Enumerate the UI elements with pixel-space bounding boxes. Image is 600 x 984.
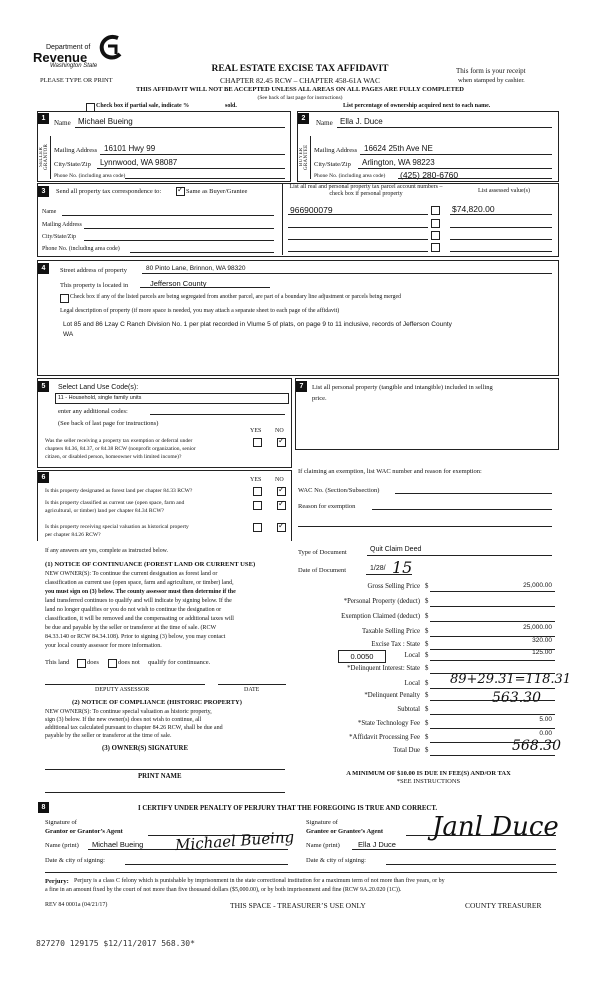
tax-dollar: $ — [425, 706, 429, 713]
parcel-number[interactable]: 966900079 — [290, 205, 333, 215]
legal-label: Legal description of property (if more space is needed, you may attach a separate sheet to each page of the affidavit) — [60, 308, 340, 314]
s3-name-label: Name — [42, 209, 57, 215]
assessed-line-2 — [450, 227, 552, 228]
this-land-label: This land — [45, 659, 70, 666]
same-as-buyer-checkbox[interactable] — [176, 187, 185, 196]
excise-tax-local[interactable]: 125.00 — [532, 649, 552, 656]
section-2-number: 2 — [298, 113, 309, 124]
tax-row-label: *Delinquent Penalty — [364, 692, 420, 699]
personal-property-checkbox-3[interactable] — [431, 231, 440, 240]
parcel-line-3 — [288, 239, 428, 240]
local-rate-box[interactable]: 0.0050 — [338, 650, 386, 663]
legal-desc-1[interactable]: Lot 85 and 86 Lzay C Ranch Division No. 1 per plat recorded in Vlume 5 of plats, on page 9 to 11 inclusive, records of Jefferson County — [63, 321, 452, 328]
grantee-name-line — [352, 849, 556, 850]
notice1-title: (1) NOTICE OF CONTINUANCE (FOREST LAND OR CURRENT USE) — [45, 561, 256, 568]
s6-q3-b: per chapter 84.26 RCW? — [45, 532, 101, 538]
s3-city-label: City/State/Zip — [42, 234, 76, 240]
tax-row-label: *State Technology Fee — [357, 720, 420, 727]
section-8-number: 8 — [38, 802, 49, 813]
s6-q2-no-checkbox[interactable] — [277, 501, 286, 510]
doc-date[interactable]: 1/28/ — [370, 565, 386, 572]
tax-row-label: Subtotal — [397, 706, 420, 713]
land-does-label: does — [87, 659, 99, 666]
deputy-assessor-line — [45, 684, 205, 685]
print-name-line — [45, 792, 285, 793]
pct-note: List percentage of ownership acquired next to each name. — [343, 103, 491, 109]
tax-row-line — [430, 755, 555, 756]
see-instructions: *SEE INSTRUCTIONS — [396, 778, 461, 785]
grantee-signature-handwritten: Janl Duce — [432, 812, 559, 842]
section-4-number: 4 — [38, 263, 49, 274]
delinquent-local-handwritten: 89+29.31=118.31 — [450, 672, 572, 687]
personal-property-checkbox-1[interactable] — [431, 206, 440, 215]
tax-row-line — [430, 621, 555, 622]
s5-q1-no-checkbox[interactable] — [277, 438, 286, 447]
tax-row-label: Gross Selling Price — [367, 583, 420, 590]
assessor-date-label: DATE — [244, 687, 260, 693]
form-number: REV 84 0001a (04/21/17) — [45, 902, 108, 908]
s3-phone-line — [130, 252, 274, 253]
dept-line1: Department of — [46, 44, 91, 51]
grantor-name-print-label: Name (print) — [45, 842, 79, 849]
s6-q3-yes-checkbox[interactable] — [253, 523, 262, 532]
form-title: REAL ESTATE EXCISE TAX AFFIDAVIT — [211, 64, 389, 74]
buyer-phone[interactable]: (425) 280-6760 — [400, 170, 459, 180]
street-line — [142, 273, 552, 274]
s6-q3-no-checkbox[interactable] — [277, 523, 286, 532]
please-type: PLEASE TYPE OR PRINT — [40, 77, 113, 84]
seller-phone-line — [125, 178, 285, 179]
buyer-address-label: Mailing Address — [314, 147, 358, 154]
qualify-label: qualify for continuance. — [148, 659, 211, 666]
notice1-line: classification as current use (open space, farm and agriculture, or timber) land, — [45, 580, 234, 586]
county[interactable]: Jefferson County — [150, 279, 207, 288]
additional-codes-label: enter any additional codes: — [58, 408, 128, 415]
assessed-line-4 — [450, 251, 552, 252]
buyer-address[interactable]: 16624 25th Ave NE — [364, 144, 433, 153]
tax-row-label: *Affidavit Processing Fee — [349, 734, 420, 741]
section-3-number: 3 — [38, 186, 49, 197]
section-5-number: 5 — [38, 381, 49, 392]
grantor-agent-label: Grantor or Grantor’s Agent — [45, 828, 123, 835]
tax-row-label: Exemption Claimed (deduct) — [341, 613, 420, 620]
land-use-select[interactable]: 11 - Household, single family units — [55, 393, 289, 404]
notice2-line: payable by the seller or transferor at the time of sale. — [45, 733, 172, 739]
dor-logo-mark-icon — [98, 34, 124, 62]
partial-sale-sold: sold. — [225, 103, 237, 109]
grantor-print-name[interactable]: Michael Bueing — [92, 840, 144, 849]
grantee-sig-of: Signature of — [306, 819, 338, 826]
grantee-agent-label: Grantee or Grantee’s Agent — [306, 828, 384, 835]
affidavit-processing-fee[interactable]: 0.00 — [539, 730, 552, 737]
tax-dollar: $ — [425, 641, 429, 648]
doc-date-line — [366, 574, 412, 575]
personal-property-checkbox-2[interactable] — [431, 219, 440, 228]
doc-date-handwritten: 15 — [392, 558, 413, 577]
form-chapter: CHAPTER 82.45 RCW – CHAPTER 458-61A WAC — [220, 76, 380, 85]
s3-address-label: Mailing Address — [42, 222, 82, 228]
land-does-not-label: does not — [118, 659, 140, 666]
certify-statement: I CERTIFY UNDER PENALTY OF PERJURY THAT THE FOREGOING IS TRUE AND CORRECT. — [138, 805, 438, 812]
tax-dollar: $ — [425, 734, 429, 741]
buyer-side-label: BUYER GRANTEE — [299, 144, 309, 170]
s3-name-line — [62, 215, 274, 216]
dept-line2: Revenue — [33, 50, 88, 65]
grantor-date-city-label: Date & city of signing: — [45, 857, 105, 864]
notice2-title: (2) NOTICE OF COMPLIANCE (HISTORIC PROPERTY) — [72, 699, 242, 706]
reason-line-2 — [298, 526, 552, 527]
segregated-checkbox[interactable] — [60, 294, 69, 303]
seller-name-line — [75, 127, 285, 128]
section-1-number: 1 — [38, 113, 49, 124]
s3-phone-label: Phone No. (including area code) — [42, 246, 120, 252]
s5-q1-a: Was the seller receiving a property tax exemption or deferral under — [45, 438, 193, 444]
seller-name[interactable]: Michael Bueing — [78, 117, 133, 126]
seller-address-label: Mailing Address — [54, 147, 98, 154]
perjury-text-1: Perjury is a class C felony which is punishable by imprisonment in the state correctional institution for a maximum term of not more than five years, or by — [74, 878, 445, 884]
s6-q1-no-checkbox[interactable] — [277, 487, 286, 496]
tax-row-line — [430, 591, 555, 592]
form-see-back: (See back of last page for instructions) — [257, 95, 343, 101]
notice1-line: 84.33.140 or RCW 84.34.108). Prior to signing (3) below, you may contact — [45, 634, 226, 640]
grantor-sig-of: Signature of — [45, 819, 77, 826]
state-technology-fee[interactable]: 5.00 — [539, 716, 552, 723]
buyer-phone-label: Phone No. (including area code) — [314, 173, 386, 179]
wac-label: WAC No. (Section/Subsection) — [298, 487, 380, 494]
tax-dollar: $ — [425, 652, 429, 659]
s5-q1-c: citizen, or disabled person, homeowner with limited income)? — [45, 454, 182, 460]
s6-q3-a: Is this property receiving special valuation as historical property — [45, 524, 189, 530]
parcel-header: List all real and personal property tax parcel account numbers – check box if personal property — [289, 184, 443, 197]
s5-see-back: (See back of last page for instructions) — [58, 420, 159, 427]
gross-selling-price[interactable]: 25,000.00 — [523, 582, 552, 589]
buyer-address-line — [360, 154, 552, 155]
section-6-number: 6 — [38, 472, 49, 483]
s6-yes: YES — [250, 477, 262, 483]
tax-row-label: *Delinquent Interest: State — [347, 665, 420, 672]
excise-tax-state[interactable]: 320.00 — [532, 637, 552, 644]
seller-address-line — [100, 154, 285, 155]
assessed-line-1 — [450, 214, 552, 215]
buyer-city[interactable]: Arlington, WA 98223 — [362, 158, 435, 167]
doc-type-line — [367, 555, 552, 556]
s3-city-line — [84, 240, 274, 241]
same-as-buyer-label: Same as Buyer/Grantee — [186, 188, 248, 195]
s6-no: NO — [275, 477, 284, 483]
segregated-label: Check box if any of the listed parcels are being segregated from another parcel, are part of a boundary line adjustment or parcels being merged — [70, 294, 401, 300]
taxable-selling-price[interactable]: 25,000.00 — [523, 624, 552, 631]
receipt-note-2: when stamped by cashier. — [458, 77, 525, 84]
tax-row-line — [430, 728, 555, 729]
tax-dollar: $ — [425, 583, 429, 590]
tax-dollar: $ — [425, 613, 429, 620]
personal-property-intro-1: List all personal property (tangible and intangible) included in selling — [312, 384, 493, 391]
tax-row-label: Excise Tax : State — [371, 641, 420, 648]
notice1-line: you must sign on (3) below. The county assessor must then determine if the — [45, 589, 236, 595]
partial-sale-label: Check box if partial sale, indicate % — [96, 103, 190, 109]
tax-row-line — [430, 688, 555, 689]
tax-row-label: Local — [404, 680, 420, 687]
doc-type[interactable]: Quit Claim Deed — [370, 546, 422, 553]
land-use-label: Select Land Use Code(s): — [58, 384, 139, 391]
grantee-name-print-label: Name (print) — [306, 842, 340, 849]
grantee-date-city-line — [386, 864, 556, 865]
parcel-line-4 — [288, 251, 428, 252]
buyer-divider — [310, 136, 311, 179]
notice2-line: NEW OWNER(S): To continue special valuation as historic property, — [45, 709, 212, 715]
notice1-line: your local county assessor for more information. — [45, 643, 162, 649]
additional-codes-line — [150, 414, 285, 415]
doc-date-label: Date of Document — [298, 567, 347, 574]
grantor-signature-handwritten: Michael Bueing — [174, 827, 295, 855]
tax-row-label: *Personal Property (deduct) — [343, 598, 420, 605]
send-correspondence-label: Send all property tax correspondence to: — [56, 188, 162, 195]
county-line — [140, 287, 270, 288]
dept-line3: Washington State — [50, 63, 98, 69]
perjury-label: Perjury: — [45, 878, 69, 885]
grantor-date-city-line — [125, 864, 288, 865]
tax-row-label: Taxable Selling Price — [361, 628, 420, 635]
tax-dollar: $ — [425, 598, 429, 605]
parcel-line-1 — [288, 214, 428, 215]
total-due-handwritten: 568.30 — [512, 738, 561, 754]
notice1-line: land no longer qualifies or you do not wish to continue the designation or — [45, 607, 222, 613]
seller-name-label: Name — [54, 119, 71, 127]
buyer-city-line — [358, 168, 552, 169]
notice2-line: additional tax calculated pursuant to chapter 84.26 RCW, shall be due and — [45, 725, 223, 731]
tax-row-line — [430, 660, 555, 661]
notice1-line: land transferred continues to qualify and will indicate by signing below. If the — [45, 598, 232, 604]
owner-signature-line — [45, 769, 285, 770]
tax-row-line — [430, 714, 555, 715]
section-4-box — [37, 260, 559, 376]
receipt-note-1: This form is your receipt — [456, 67, 526, 75]
located-label: This property is located in — [60, 282, 129, 289]
s6-q2-yes-checkbox[interactable] — [253, 501, 262, 510]
seller-address[interactable]: 16101 Hwy 99 — [104, 144, 156, 153]
land-does-checkbox[interactable] — [77, 659, 86, 668]
seller-phone-label: Phone No. (including area code) — [54, 173, 126, 179]
buyer-phone-line — [398, 178, 552, 179]
s6-q2-b: agricultural, or timber) land per chapter 84.34 RCW? — [45, 508, 165, 514]
reason-label: Reason for exemption — [298, 503, 356, 510]
print-name-label: PRINT NAME — [138, 773, 182, 780]
section-7-number: 7 — [296, 381, 307, 392]
parcel-line-2 — [288, 227, 428, 228]
doc-type-label: Type of Document — [298, 549, 347, 556]
notice1-line: be due and payable by the seller or transferor at the time of sale. (RCW — [45, 625, 217, 631]
personal-property-intro-2: price. — [312, 395, 327, 402]
grantee-date-city-label: Date & city of signing: — [306, 857, 366, 864]
assessed-value[interactable]: $74,820.00 — [452, 204, 495, 214]
reason-line — [372, 509, 552, 510]
section-3-divider — [282, 183, 283, 255]
notice1-line: NEW OWNER(S): To continue the current designation as forest land or — [45, 571, 218, 577]
seller-city[interactable]: Lynnwood, WA 98087 — [100, 158, 178, 167]
s6-if-yes: If any answers are yes, complete as instructed below. — [45, 548, 168, 554]
s5-no: NO — [275, 428, 284, 434]
treasurer-use-label: THIS SPACE - TREASURER’S USE ONLY — [230, 901, 366, 910]
s6-q2-a: Is this property classified as current use (open space, farm and — [45, 500, 185, 506]
street-label: Street address of property — [60, 267, 127, 274]
perjury-rule — [45, 872, 557, 873]
tax-dollar: $ — [425, 628, 429, 635]
notice2-line: sign (3) below. If the new owner(s) does not wish to continue, all — [45, 717, 202, 723]
county-treasurer-label: COUNTY TREASURER — [465, 901, 542, 910]
s6-q1: Is this property designated as forest land per chapter 84.33 RCW? — [45, 488, 193, 494]
tax-dollar: $ — [425, 692, 429, 699]
deputy-assessor-label: DEPUTY ASSESSOR — [95, 687, 150, 693]
wac-line — [395, 493, 552, 494]
minimum-fee-note: A MINIMUM OF $10.00 IS DUE IN FEE(S) AND/OR TAX — [346, 770, 511, 777]
form-warning: THIS AFFIDAVIT WILL NOT BE ACCEPTED UNLESS ALL AREAS ON ALL PAGES ARE FULLY COMPLETED — [136, 86, 464, 93]
seller-city-line — [97, 168, 285, 169]
tax-row-line — [430, 606, 555, 607]
grantee-print-name[interactable]: Ella J Duce — [358, 840, 396, 849]
assessor-date-line — [218, 684, 286, 685]
s5-q1-b: chapters 84.36, 84.37, or 84.38 RCW (nonprofit organization, senior — [45, 446, 196, 452]
buyer-city-label: City/State/Zip — [314, 161, 351, 168]
seller-city-label: City/State/Zip — [54, 161, 91, 168]
tax-row-label: Total Due — [393, 747, 420, 754]
buyer-name[interactable]: Ella J. Duce — [340, 117, 383, 126]
street-address[interactable]: 80 Pinto Lane, Brinnon, WA 98320 — [146, 265, 246, 272]
assessed-line-3 — [450, 239, 552, 240]
exemption-intro: If claiming an exemption, list WAC number and reason for exemption: — [298, 468, 482, 475]
s5-yes: YES — [250, 428, 262, 434]
tax-dollar: $ — [425, 680, 429, 687]
personal-property-checkbox-4[interactable] — [431, 243, 440, 252]
tax-dollar: $ — [425, 720, 429, 727]
assessed-header: List assessed value(s) — [478, 188, 530, 194]
buyer-name-label: Name — [316, 119, 333, 127]
perjury-text-2: a fine in an amount fixed by the court of not more than five thousand dollars ($5,000.00), or by both imprisonment and fine (RCW 9A.20.020 (1C)). — [45, 887, 402, 893]
s6-q1-yes-checkbox[interactable] — [253, 487, 262, 496]
tax-dollar: $ — [425, 747, 429, 754]
notice1-line: classification, it will be removed and the compensating or additional taxes will — [45, 616, 234, 622]
buyer-name-line — [337, 127, 552, 128]
tax-row-label: Local — [404, 652, 420, 659]
cashier-stamp: 827270 129175 $12/11/2017 568.30* — [36, 939, 195, 948]
seller-side-label: SELLER GRANTOR — [39, 143, 49, 171]
s5-q1-yes-checkbox[interactable] — [253, 438, 262, 447]
owner-signature-label: (3) OWNER(S) SIGNATURE — [102, 745, 188, 752]
seller-divider — [50, 136, 51, 179]
tax-dollar: $ — [425, 665, 429, 672]
legal-desc-2[interactable]: WA — [63, 331, 74, 338]
s3-address-line — [84, 228, 274, 229]
delinquent-penalty-handwritten: 563.30 — [492, 690, 541, 706]
land-does-not-checkbox[interactable] — [108, 659, 117, 668]
